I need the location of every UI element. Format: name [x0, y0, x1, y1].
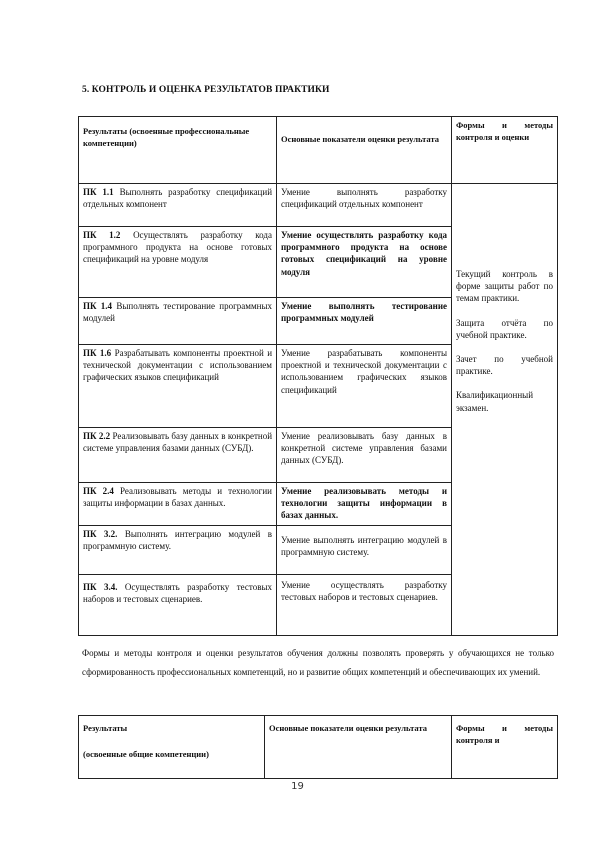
- competence-code: ПК 1.2: [83, 230, 121, 240]
- competence-text: Разрабатывать компоненты проектной и технической документации с использованием графических языков спецификаций: [83, 348, 273, 383]
- page-number: 19: [291, 781, 304, 792]
- competence-code: ПК 1.4: [83, 301, 113, 311]
- competence-cell: [79, 227, 277, 298]
- header-methods: Формы и методы контроля и оценки: [452, 117, 558, 184]
- indicator-cell: Умение осуществлять разработку тестовых наборов и тестовых сценариев.: [277, 575, 452, 636]
- general-competence-table: [78, 715, 558, 779]
- header-indicators: Основные показатели оценки результата: [265, 716, 452, 779]
- indicator-cell: Умение выполнять разработку спецификаций отдельных компонент: [277, 184, 452, 227]
- competence-cell: [79, 298, 277, 345]
- competence-code: ПК 3.4.: [83, 582, 118, 592]
- competence-code: ПК 1.6: [83, 348, 112, 358]
- header-indicators: Основные показатели оценки результата: [277, 117, 452, 184]
- header-methods: Формы и методы контроля и: [452, 716, 558, 779]
- assessment-note: Формы и методы контроля и оценки результатов обучения должны позволять проверять у обучающихся не только сформированность профессиональных компетенций, но и развитие общих компетенций и обеспечивающих их умений.: [82, 648, 554, 677]
- method-item: Текущий контроль в форме защиты работ по темам практики.: [456, 269, 553, 304]
- competence-text: Реализовывать методы и технологии защиты информации в базах данных.: [83, 486, 272, 509]
- methods-cell: [452, 184, 558, 636]
- table-header-row: [79, 716, 558, 779]
- competence-cell: [79, 428, 277, 483]
- competence-cell: [79, 575, 277, 636]
- section-title: 5. КОНТРОЛЬ И ОЦЕНКА РЕЗУЛЬТАТОВ ПРАКТИКИ: [82, 85, 330, 95]
- competence-code: ПК 3.2.: [83, 529, 118, 539]
- indicator-cell: Умение выполнять интеграцию модулей в программную систему.: [277, 526, 452, 575]
- competence-cell: [79, 526, 277, 575]
- competence-code: ПК 2.4: [83, 486, 114, 496]
- header-results: Результаты (освоенные профессиональные компетенции): [79, 117, 277, 184]
- competence-assessment-table: [78, 116, 558, 636]
- competence-text: Осуществлять разработку тестовых наборов и тестовых сценариев.: [83, 582, 272, 605]
- header-results: Результаты (освоенные общие компетенции): [79, 716, 265, 779]
- method-item: Защита отчёта по учебной практике.: [456, 317, 553, 340]
- competence-code: ПК 2.2: [83, 431, 111, 441]
- competence-cell: [79, 184, 277, 227]
- indicator-cell: Умение реализовывать базу данных в конкретной системе управления базами данных (СУБД).: [277, 428, 452, 483]
- indicator-cell: Умение осуществлять разработку кода программного продукта на основе готовых спецификаций на уровне модуля: [277, 227, 452, 298]
- competence-text: Осуществлять разработку кода программного продукта на основе готовых спецификаций на уровне модуля: [83, 230, 273, 265]
- indicator-cell: Умение выполнять тестирование программных модулей: [277, 298, 452, 345]
- indicator-cell: Умение разрабатывать компоненты проектной и технической документации с использованием графических языков спецификаций: [277, 345, 452, 428]
- competence-text: Выполнять интеграцию модулей в программную систему.: [83, 529, 272, 552]
- competence-text: Выполнять разработку спецификаций отдельных компонент: [83, 187, 273, 210]
- method-item: Квалификационный экзамен.: [456, 390, 534, 413]
- table-header-row: [79, 117, 558, 184]
- table-row: [79, 184, 558, 227]
- competence-cell: [79, 345, 277, 428]
- indicator-cell: Умение реализовывать методы и технологии защиты информации в базах данных.: [277, 483, 452, 526]
- competence-text: Выполнять тестирование программных модулей: [83, 301, 273, 324]
- competence-text: Реализовывать базу данных в конкретной системе управления базами данных (СУБД).: [83, 431, 273, 454]
- competence-code: ПК 1.1: [83, 187, 114, 197]
- competence-cell: [79, 483, 277, 526]
- method-item: Зачет по учебной практике.: [456, 354, 553, 377]
